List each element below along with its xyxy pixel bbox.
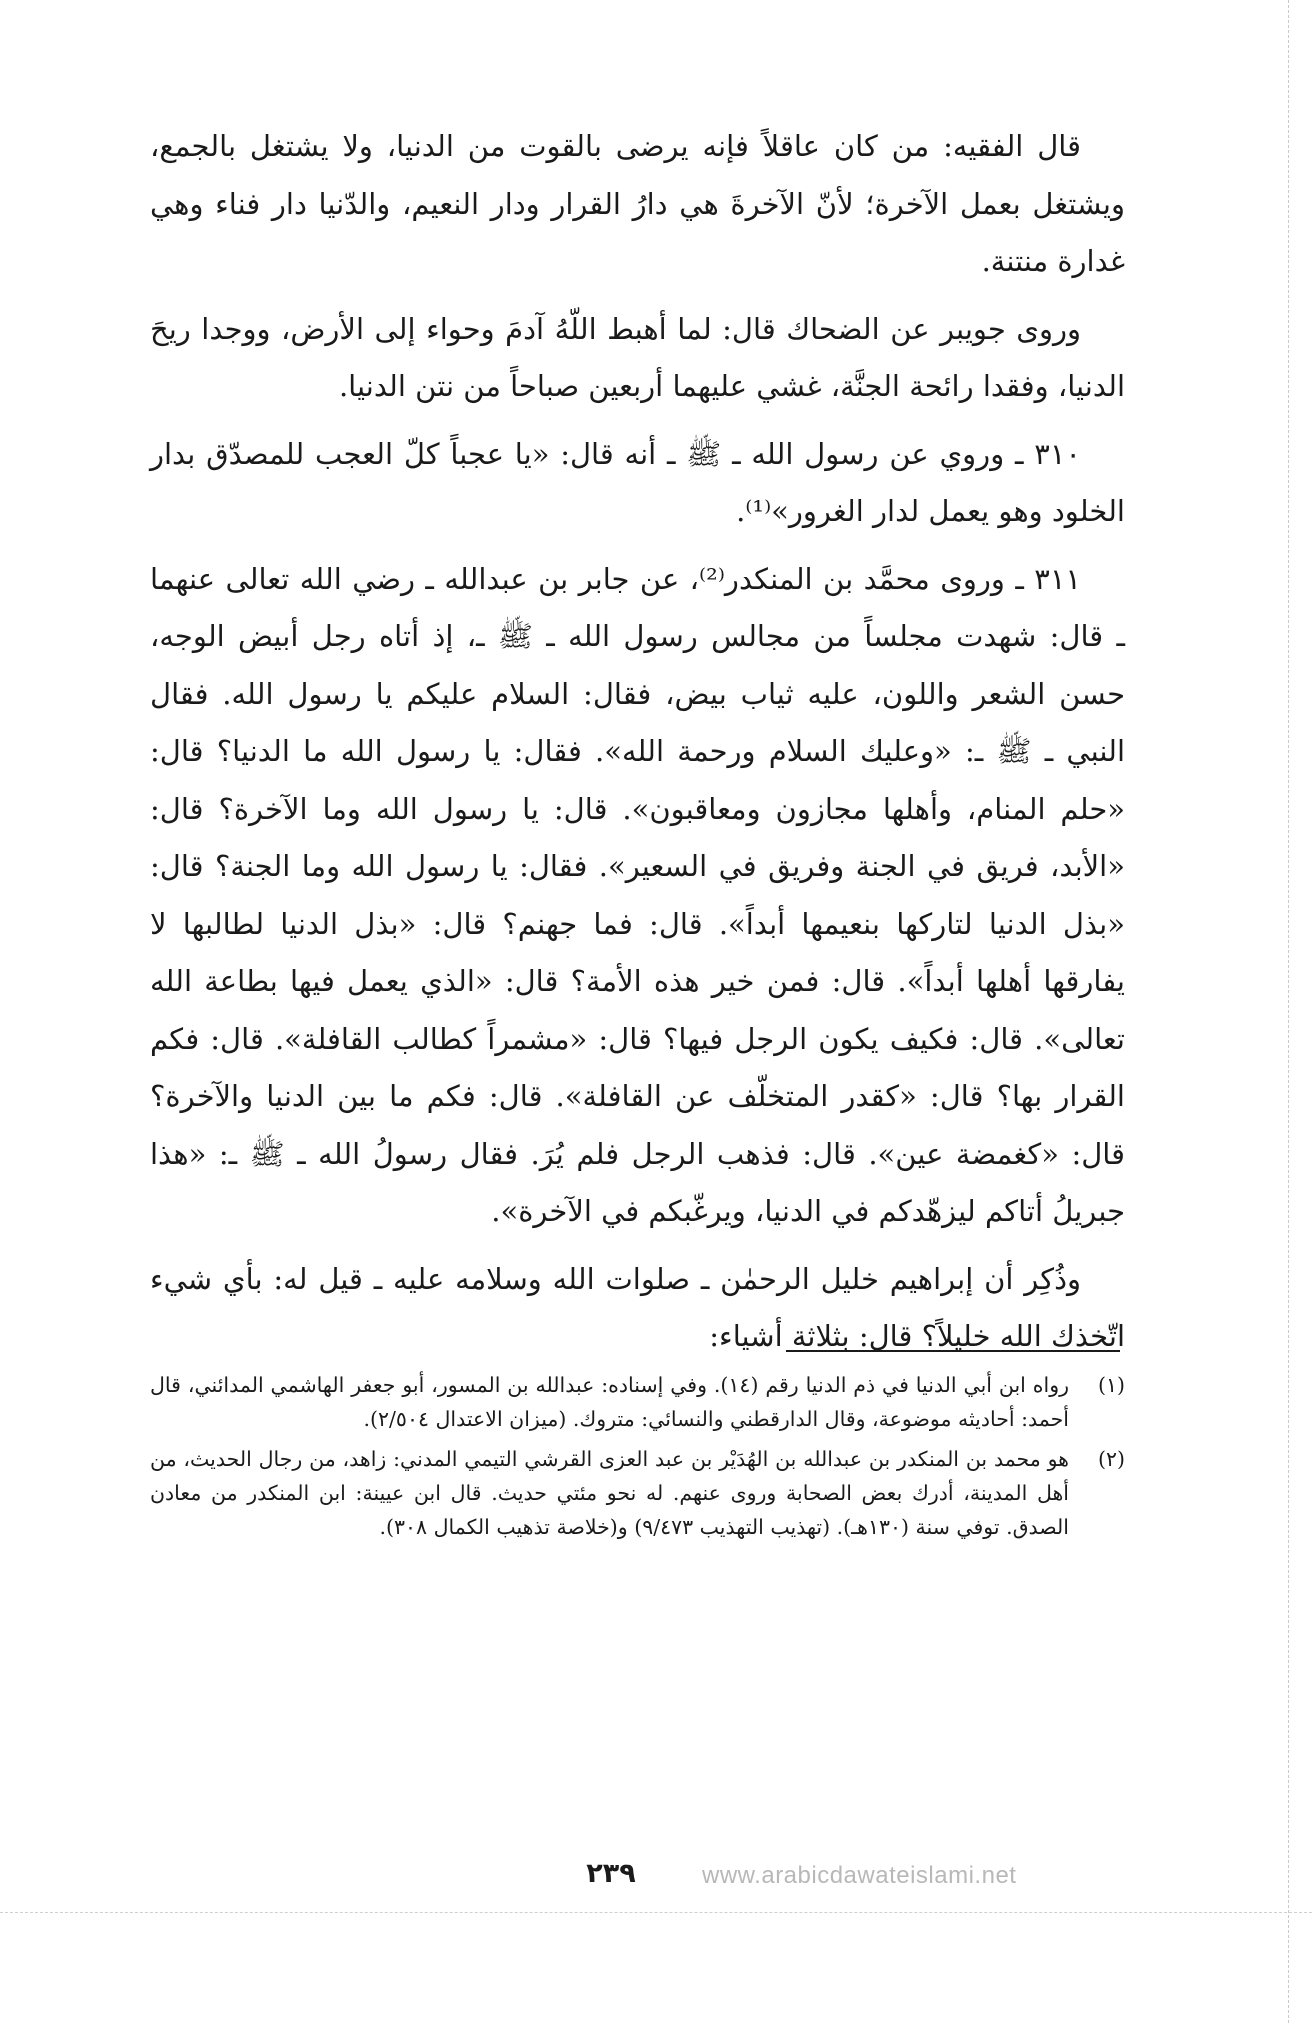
footnote-number: (١) bbox=[1097, 1373, 1125, 1397]
scan-bottom-rule bbox=[0, 1912, 1312, 1913]
paragraph-311: ٣١١ ـ وروى محمَّد بن المنكدر⁽²⁾، عن جابر بن عبدالله ـ رضي الله تعالى عنهما ـ قال: شهدت مجلساً من مجالس رسول الله ـ ﷺ ـ، إذ أتاه رجل أبيض الوجه، حسن الشعر واللون، عليه ثياب بيض، فقال: السلام عليكم يا رسول الله. فقال النبي ـ ﷺ ـ: «وعليك السلام ورحمة الله». فقال: يا رسول الله ما الدنيا؟ قال: «حلم المنام، وأهلها مجازون ومعاقبون». قال: يا رسول الله وما الآخرة؟ قال: «الأبد، فريق في الجنة وفريق في السعير». فقال: يا رسول الله وما الجنة؟ قال: «بذل الدنيا لتاركها بنعيمها أبداً». قال: فما جهنم؟ قال: «بذل الدنيا لطالبها لا يفارقها أهلها أبداً». قال: فمن خير هذه الأمة؟ قال: «الذي يعمل فيها بطاعة الله تعالى». قال: فكيف يكون الرجل فيها؟ قال: «مشمراً كطالب القافلة». قال: فكم القرار بها؟ قال: «كقدر المتخلّف عن القافلة». قال: فكم ما بين الدنيا والآخرة؟ قال: «كغمضة عين». قال: فذهب الرجل فلم يُرَ. فقال رسولُ الله ـ ﷺ ـ: «هذا جبريلُ أتاكم ليزهّدكم في الدنيا، ويرغّبكم في الآخرة». bbox=[150, 561, 1125, 1228]
paragraph-juwaybir: وروى جويبر عن الضحاك قال: لما أهبط اللّهُ آدمَ وحواء إلى الأرض، ووجدا ريحَ الدنيا، وفقدا رائحة الجنَّة، غشي عليهما أربعين صباحاً من نتن الدنيا. bbox=[150, 311, 1125, 403]
footnote-2 bbox=[150, 1442, 1125, 1544]
page-edge-rule bbox=[1288, 0, 1289, 2023]
main-text-block bbox=[150, 118, 1125, 1376]
footnote-separator bbox=[786, 1350, 1120, 1352]
footnote-text: رواه ابن أبي الدنيا في ذم الدنيا رقم (١٤). وفي إسناده: عبدالله بن المسور، أبو جعفر الهاشمي المدائني، قال أحمد: أحاديثه موضوعة، وقال الدارقطني والنسائي: متروك. (ميزان الاعتدال ٢/٥٠٤). bbox=[150, 1373, 1069, 1431]
paragraph-ibrahim: وذُكِر أن إبراهيم خليل الرحمٰن ـ صلوات الله وسلامه عليه ـ قيل له: بأي شيء اتّخذك الله خليلاً؟ قال: بثلاثة أشياء: bbox=[150, 1261, 1125, 1353]
footnotes-block bbox=[150, 1368, 1125, 1550]
watermark-url: www.arabicdawateislami.net bbox=[702, 1862, 1017, 1889]
footnote-number: (٢) bbox=[1097, 1447, 1125, 1471]
paragraph-310: ٣١٠ ـ وروي عن رسول الله ـ ﷺ ـ أنه قال: «يا عجباً كلّ العجب للمصدّق بدار الخلود وهو يعمل لدار الغرور»⁽¹⁾. bbox=[150, 436, 1125, 528]
footnote-1 bbox=[150, 1368, 1125, 1436]
footnote-text: هو محمد بن المنكدر بن عبدالله بن الهُدَيْر بن عبد العزى القرشي التيمي المدني: زاهد، من رجال الحديث، من أهل المدينة، أدرك بعض الصحابة وروى عنهم. له نحو مئتي حديث. قال ابن عيينة: ابن المنكدر من معادن الصدق. توفي سنة (١٣٠هـ). (تهذيب التهذيب ٩/٤٧٣) و(خلاصة تذهيب الكمال ٣٠٨). bbox=[150, 1447, 1069, 1539]
paragraph-faqih: قال الفقيه: من كان عاقلاً فإنه يرضى بالقوت من الدنيا، ولا يشتغل بالجمع، ويشتغل بعمل الآخرة؛ لأنّ الآخرةَ هي دارُ القرار ودار النعيم، والدّنيا دار فناء وهي غدارة منتنة. bbox=[150, 129, 1125, 278]
page-number: ٢٣٩ bbox=[586, 1858, 636, 1889]
